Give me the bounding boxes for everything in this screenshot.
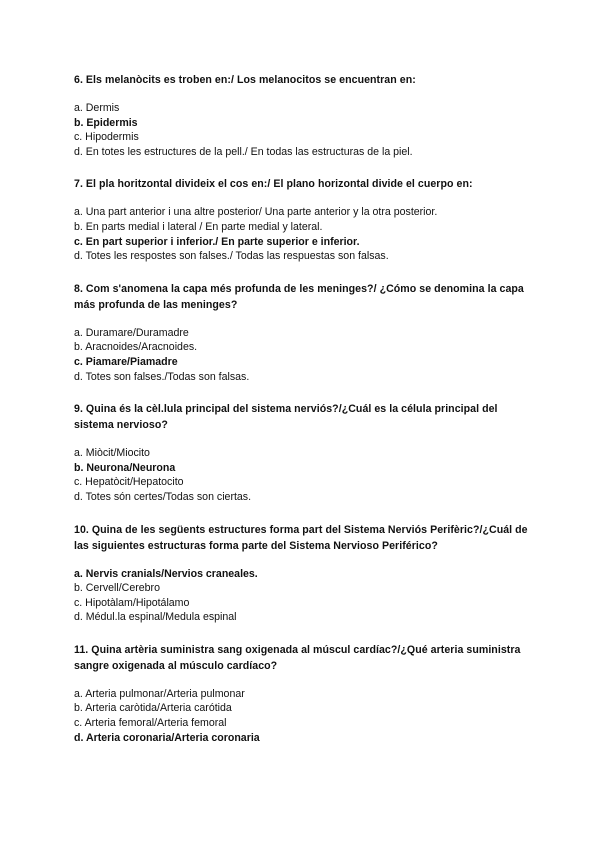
answer-option-c: c. Hipotàlam/Hipotálamo [74,596,190,609]
question-title: 7. El pla horitzontal divideix el cos en:/ El plano horizontal divide el cuerpo en: [74,178,473,191]
answer-option-c: c. Hipodermis [74,131,139,144]
answer-option-b: b. Neurona/Neurona [74,461,176,474]
question-6 [74,72,540,159]
answer-option-b: b. Epidermis [74,116,138,129]
question-title: 11. Quina artèria suministra sang oxigenada al múscul cardíac?/¿Qué arteria suministra sangre oxigenada al músculo cardíaco? [74,643,521,672]
answer-option-d: d. Médul.la espinal/Medula espinal [74,611,237,624]
answer-option-c: c. Arteria femoral/Arteria femoral [74,717,227,730]
answer-option-d: d. Totes son falses./Todas son falsas. [74,370,250,383]
question-title: 9. Quina és la cèl.lula principal del sistema nerviós?/¿Cuál es la célula principal del sistema nervioso? [74,403,498,432]
answer-option-c: c. En part superior i inferior./ En parte superior e inferior. [74,235,360,248]
question-8 [74,281,540,384]
answer-option-a: a. Miòcit/Miocito [74,447,150,460]
answer-option-a: a. Dermis [74,102,120,114]
answer-option-a: a. Nervis cranials/Nervios craneales. [74,567,258,580]
question-9 [74,401,540,504]
answer-option-b: b. Aracnoides/Aracnoides. [74,341,198,354]
answer-option-a: a. Duramare/Duramadre [74,326,189,339]
answer-options [74,687,540,745]
answer-options [74,101,540,159]
question-7 [74,176,540,263]
answer-option-c: c. Hepatòcit/Hepatocito [74,476,184,489]
answer-option-d: d. Arteria coronaria/Arteria coronaria [74,731,260,744]
answer-options [74,326,540,384]
answer-options [74,446,540,504]
answer-option-d: d. En totes les estructures de la pell./ En todas las estructuras de la piel. [74,145,413,158]
question-title: 6. Els melanòcits es troben en:/ Los melanocitos se encuentran en: [74,74,416,86]
question-title: 10. Quina de les següents estructures forma part del Sistema Nerviós Perifèric?/¿Cuál de las siguientes estructuras forma parte del Sistema Nervioso Periférico? [74,523,528,552]
answer-options [74,567,540,625]
answer-option-b: b. En parts medial i lateral / En parte medial y lateral. [74,220,323,233]
answer-option-a: a. Arteria pulmonar/Arteria pulmonar [74,687,245,700]
question-11 [74,642,540,745]
answer-option-a: a. Una part anterior i una altre posterior/ Una parte anterior y la otra posterior. [74,206,438,219]
answer-option-b: b. Arteria caròtida/Arteria carótida [74,702,232,715]
answer-option-d: d. Totes les respostes son falses./ Todas las respuestas son falsas. [74,250,389,263]
question-title: 8. Com s'anomena la capa més profunda de les meninges?/ ¿Cómo se denomina la capa más profunda de las meninges? [74,282,524,311]
answer-options [74,205,540,263]
answer-option-b: b. Cervell/Cerebro [74,582,160,595]
answer-option-d: d. Totes són certes/Todas son ciertas. [74,490,252,503]
question-10 [74,522,540,625]
answer-option-c: c. Piamare/Piamadre [74,355,178,368]
